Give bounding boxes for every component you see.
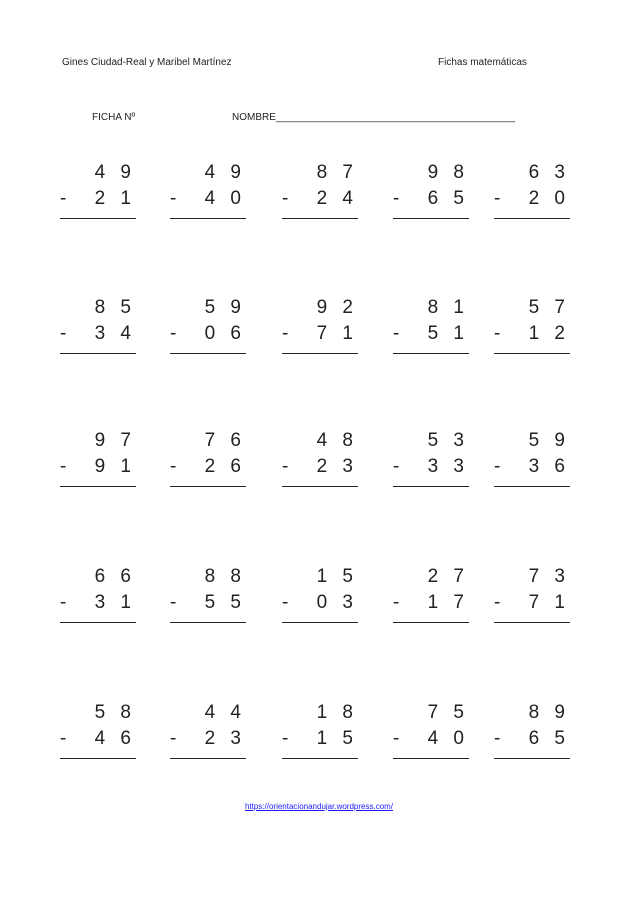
subtraction-problem xyxy=(170,430,246,510)
answer-line xyxy=(60,218,136,219)
minus-sign: - xyxy=(393,456,400,477)
minuend: 4 9 xyxy=(204,162,246,183)
minus-sign: - xyxy=(282,728,289,749)
minus-sign: - xyxy=(170,592,177,613)
subtraction-problem xyxy=(393,297,469,377)
subtraction-problem xyxy=(494,297,570,377)
minuend: 5 9 xyxy=(204,297,246,318)
minus-sign: - xyxy=(282,188,289,209)
minuend: 5 8 xyxy=(94,702,136,723)
answer-line xyxy=(170,218,246,219)
subtrahend: 4 0 xyxy=(427,728,469,749)
answer-line xyxy=(494,622,570,623)
subtraction-problem xyxy=(393,702,469,782)
minuend: 7 6 xyxy=(204,430,246,451)
minuend: 1 5 xyxy=(316,566,358,587)
subtrahend: 6 5 xyxy=(528,728,570,749)
subtrahend: 2 0 xyxy=(528,188,570,209)
minus-sign: - xyxy=(393,323,400,344)
minus-sign: - xyxy=(494,456,501,477)
minuend: 8 9 xyxy=(528,702,570,723)
minus-sign: - xyxy=(170,188,177,209)
minus-sign: - xyxy=(494,323,501,344)
subtrahend: 5 1 xyxy=(427,323,469,344)
minuend: 9 2 xyxy=(316,297,358,318)
subtraction-problem xyxy=(393,566,469,646)
ficha-label: FICHA Nº xyxy=(92,112,136,123)
minuend: 8 1 xyxy=(427,297,469,318)
answer-line xyxy=(60,758,136,759)
subtrahend: 2 4 xyxy=(316,188,358,209)
subtraction-problem xyxy=(282,702,358,782)
minus-sign: - xyxy=(393,188,400,209)
minus-sign: - xyxy=(60,456,67,477)
subtraction-problem xyxy=(170,162,246,242)
subtraction-problem xyxy=(393,162,469,242)
answer-line xyxy=(494,353,570,354)
subtrahend: 1 5 xyxy=(316,728,358,749)
answer-line xyxy=(393,486,469,487)
subtrahend: 1 2 xyxy=(528,323,570,344)
subtrahend: 0 3 xyxy=(316,592,358,613)
subtraction-problem xyxy=(60,430,136,510)
answer-line xyxy=(60,622,136,623)
minuend: 6 6 xyxy=(94,566,136,587)
subtrahend: 2 3 xyxy=(316,456,358,477)
subtraction-problem xyxy=(282,297,358,377)
nombre-label: NOMBRE___________________________________________ xyxy=(232,112,516,123)
subtrahend: 1 7 xyxy=(427,592,469,613)
subtraction-problem xyxy=(170,566,246,646)
subtraction-problem xyxy=(282,566,358,646)
subtraction-problem xyxy=(494,702,570,782)
minuend: 2 7 xyxy=(427,566,469,587)
minus-sign: - xyxy=(170,728,177,749)
minuend: 8 8 xyxy=(204,566,246,587)
minuend: 9 8 xyxy=(427,162,469,183)
minus-sign: - xyxy=(393,728,400,749)
answer-line xyxy=(282,486,358,487)
answer-line xyxy=(393,622,469,623)
minuend: 8 5 xyxy=(94,297,136,318)
subtrahend: 2 3 xyxy=(204,728,246,749)
subtrahend: 4 0 xyxy=(204,188,246,209)
subtraction-problem xyxy=(282,430,358,510)
minuend: 9 7 xyxy=(94,430,136,451)
minuend: 5 7 xyxy=(528,297,570,318)
answer-line xyxy=(282,218,358,219)
answer-line xyxy=(393,218,469,219)
minuend: 4 8 xyxy=(316,430,358,451)
author-text: Gines Ciudad-Real y Maribel Martínez xyxy=(62,57,232,68)
minus-sign: - xyxy=(494,728,501,749)
answer-line xyxy=(393,758,469,759)
minus-sign: - xyxy=(494,592,501,613)
answer-line xyxy=(282,622,358,623)
minuend: 1 8 xyxy=(316,702,358,723)
minus-sign: - xyxy=(170,323,177,344)
answer-line xyxy=(494,758,570,759)
minuend: 7 5 xyxy=(427,702,469,723)
subtraction-problem xyxy=(60,162,136,242)
answer-line xyxy=(393,353,469,354)
answer-line xyxy=(170,486,246,487)
subtraction-problem xyxy=(494,566,570,646)
subtrahend: 2 1 xyxy=(94,188,136,209)
footer-link[interactable]: https://orientacionandujar.wordpress.com/ xyxy=(244,802,394,811)
subtrahend: 3 3 xyxy=(427,456,469,477)
minuend: 5 3 xyxy=(427,430,469,451)
answer-line xyxy=(170,622,246,623)
answer-line xyxy=(494,486,570,487)
subtraction-problem xyxy=(282,162,358,242)
subtrahend: 4 6 xyxy=(94,728,136,749)
subtraction-problem xyxy=(60,702,136,782)
minuend: 5 9 xyxy=(528,430,570,451)
answer-line xyxy=(170,758,246,759)
minus-sign: - xyxy=(494,188,501,209)
subtraction-problem xyxy=(60,297,136,377)
subtrahend: 9 1 xyxy=(94,456,136,477)
subtrahend: 3 6 xyxy=(528,456,570,477)
subtrahend: 2 6 xyxy=(204,456,246,477)
answer-line xyxy=(282,353,358,354)
subtrahend: 7 1 xyxy=(528,592,570,613)
subtraction-problem xyxy=(60,566,136,646)
subtrahend: 3 1 xyxy=(94,592,136,613)
minuend: 7 3 xyxy=(528,566,570,587)
answer-line xyxy=(60,353,136,354)
subtrahend: 3 4 xyxy=(94,323,136,344)
subtraction-problem xyxy=(494,162,570,242)
subtrahend: 6 5 xyxy=(427,188,469,209)
minuend: 6 3 xyxy=(528,162,570,183)
subject-text: Fichas matemáticas xyxy=(438,57,527,68)
answer-line xyxy=(494,218,570,219)
minus-sign: - xyxy=(282,323,289,344)
subtraction-problem xyxy=(494,430,570,510)
subtraction-problem xyxy=(170,297,246,377)
subtrahend: 7 1 xyxy=(316,323,358,344)
subtraction-problem xyxy=(393,430,469,510)
minus-sign: - xyxy=(282,456,289,477)
subtraction-problem xyxy=(170,702,246,782)
subtrahend: 0 6 xyxy=(204,323,246,344)
minus-sign: - xyxy=(60,323,67,344)
answer-line xyxy=(170,353,246,354)
minus-sign: - xyxy=(60,188,67,209)
subtrahend: 5 5 xyxy=(204,592,246,613)
minus-sign: - xyxy=(170,456,177,477)
answer-line xyxy=(60,486,136,487)
minuend: 4 9 xyxy=(94,162,136,183)
answer-line xyxy=(282,758,358,759)
minus-sign: - xyxy=(393,592,400,613)
minuend: 4 4 xyxy=(204,702,246,723)
minus-sign: - xyxy=(60,728,67,749)
minuend: 8 7 xyxy=(316,162,358,183)
minus-sign: - xyxy=(282,592,289,613)
minus-sign: - xyxy=(60,592,67,613)
